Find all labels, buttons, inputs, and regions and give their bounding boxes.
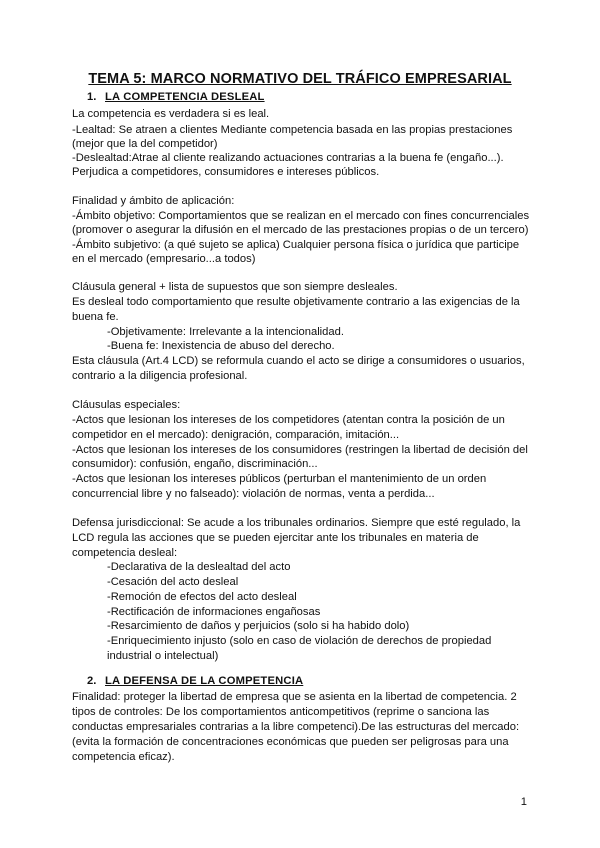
list-item: -Remoción de efectos del acto desleal — [107, 591, 297, 603]
text-line: -Actos que lesionan los intereses de los competidores (atentan contra la posición de un — [72, 414, 505, 426]
page-title: TEMA 5: MARCO NORMATIVO DEL TRÁFICO EMPRESARIAL — [88, 71, 512, 87]
text-line: competidor en el mercado): denigración, comparación, imitación... — [72, 429, 400, 441]
text-line: LCD regula las acciones que se pueden ejercitar ante los tribunales en materia de — [72, 532, 479, 544]
text-line: La competencia es verdadera si es leal. — [72, 108, 270, 120]
page-number: 1 — [520, 796, 527, 808]
text-line: competencia desleal: — [72, 547, 178, 559]
text-line: Finalidad y ámbito de aplicación: — [72, 195, 235, 207]
text-line: conductas empresariales contrarias a la libre competenci).De las estructuras del mercado: — [72, 721, 520, 733]
text-line: competencia eficaz). — [72, 751, 175, 763]
text-line: -Actos que lesionan los intereses públicos (perturban el mantenimiento de un orden — [72, 473, 487, 485]
section-1-heading — [87, 91, 265, 103]
list-item: industrial o intelectual) — [107, 650, 219, 662]
text-line: -Objetivamente: Irrelevante a la intencionalidad. — [107, 326, 344, 338]
list-item: -Resarcimiento de daños y perjuicios (solo si ha habido dolo) — [107, 620, 410, 632]
text-line: -Lealtad: Se atraen a clientes Mediante competencia basada en las propias prestaciones — [72, 124, 513, 136]
section-1-label: LA COMPETENCIA DESLEAL — [105, 91, 265, 103]
list-item: -Declarativa de la deslealtad del acto — [107, 561, 291, 573]
section-2-number: 2. — [87, 675, 97, 687]
text-line: -Ámbito objetivo: Comportamientos que se realizan en el mercado con fines concurrenciales — [72, 210, 530, 222]
text-line: concurrencial libre y no falseado): violación de normas, venta a perdida... — [72, 488, 435, 500]
list-item: -Enriquecimiento injusto (solo en caso de violación de derechos de propiedad — [107, 635, 492, 647]
list-item: -Rectificación de informaciones engañosas — [107, 606, 321, 618]
text-line: Defensa jurisdiccional: Se acude a los tribunales ordinarios. Siempre que esté regulado, la — [72, 517, 521, 529]
text-line: (mejor que la del competidor) — [72, 138, 218, 150]
text-line: tipos de controles: De los comportamientos anticompetitivos (reprime o sanciona las — [72, 706, 490, 718]
text-line: en el mercado (empresario...a todos) — [72, 253, 256, 265]
text-line: contrario a la diligencia profesional. — [72, 370, 248, 382]
text-line: Finalidad: proteger la libertad de empresa que se asienta en la libertad de competencia. 2 — [72, 691, 517, 703]
text-line: Esta cláusula (Art.4 LCD) se reformula cuando el acto se dirige a consumidores o usuarios, — [72, 355, 525, 367]
section-2-label: LA DEFENSA DE LA COMPETENCIA — [105, 675, 304, 687]
text-line: -Deslealtad:Atrae al cliente realizando actuaciones contrarias a la buena fe (engaño...). — [72, 152, 504, 164]
text-line: Cláusulas especiales: — [72, 399, 181, 411]
text-line: buena fe. — [72, 311, 119, 323]
text-line: Es desleal todo comportamiento que resulte objetivamente contrario a las exigencias de la — [72, 296, 520, 308]
text-line: -Actos que lesionan los intereses de los consumidores (restringen la libertad de decisión del — [72, 444, 528, 456]
text-line: -Ámbito subjetivo: (a qué sujeto se aplica) Cualquier persona física o jurídica que participe — [72, 239, 520, 251]
list-item: -Cesación del acto desleal — [107, 576, 239, 588]
text-line: (evita la formación de concentraciones económicas que pueden ser peligrosas para una — [72, 736, 509, 748]
text-line: Perjudica a competidores, consumidores e intereses públicos. — [72, 166, 380, 178]
text-line: (promover o asegurar la difusión en el mercado de las prestaciones propias o de un tercero) — [72, 224, 529, 236]
section-1-number: 1. — [87, 91, 97, 103]
text-line: consumidor): confusión, engaño, discriminación... — [72, 458, 318, 470]
text-line: Cláusula general + lista de supuestos que son siempre desleales. — [72, 281, 398, 293]
text-line: -Buena fe: Inexistencia de abuso del derecho. — [107, 340, 335, 352]
section-2-heading — [87, 675, 303, 687]
